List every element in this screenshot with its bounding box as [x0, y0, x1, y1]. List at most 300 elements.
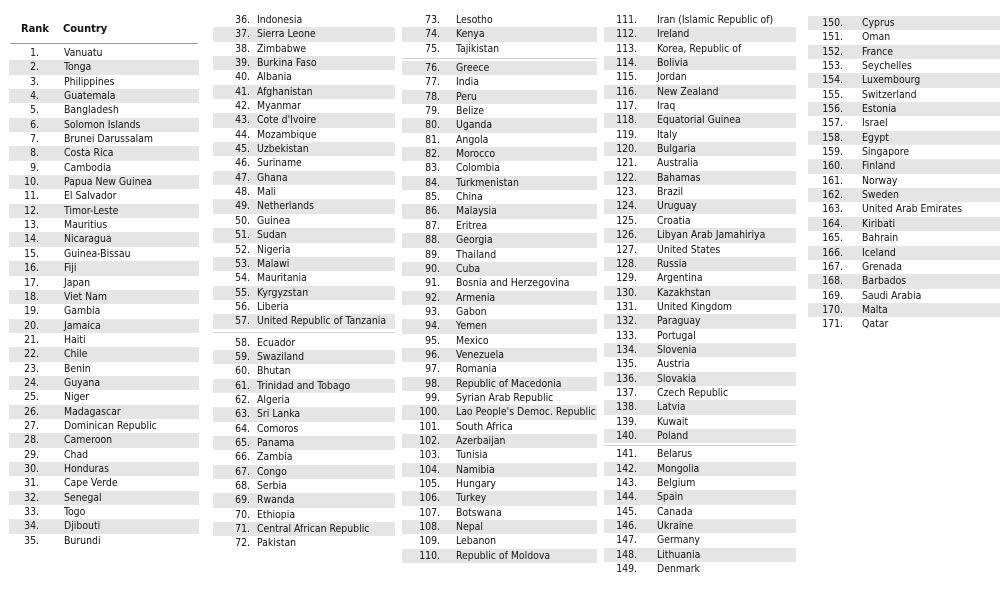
table-row: [9, 132, 199, 146]
country-cell: Sweden: [862, 189, 899, 202]
country-cell: Iraq: [657, 100, 676, 113]
country-cell: Burundi: [64, 534, 101, 547]
table-row: [213, 493, 395, 507]
table-row: [604, 27, 796, 41]
rank-cell: 120.: [616, 143, 637, 156]
table-row: [9, 519, 199, 533]
rank-cell: 80.: [425, 119, 440, 132]
table-row: [213, 336, 395, 350]
country-cell: Central African Republic: [257, 523, 370, 536]
country-cell: South Africa: [456, 420, 513, 433]
rank-cell: 97.: [425, 363, 440, 376]
country-cell: Ethiopia: [257, 508, 296, 521]
table-row: [213, 300, 395, 314]
rank-cell: 54.: [235, 272, 250, 285]
rank-cell: 121.: [616, 157, 637, 170]
rank-cell: 110.: [419, 549, 440, 562]
rank-cell: 151.: [822, 31, 843, 44]
country-cell: Germany: [657, 534, 700, 547]
table-row: [9, 232, 199, 246]
country-cell: Uzbekistan: [257, 143, 309, 156]
country-cell: Albania: [257, 71, 292, 84]
rank-cell: 23.: [24, 362, 39, 375]
rank-cell: 70.: [235, 508, 250, 521]
country-cell: Venezuela: [456, 348, 504, 361]
rank-cell: 169.: [822, 289, 843, 302]
country-cell: Japan: [64, 276, 91, 289]
country-cell: Estonia: [862, 103, 897, 116]
table-row: [402, 42, 597, 56]
country-cell: Romania: [456, 363, 497, 376]
country-cell: United Arab Emirates: [862, 203, 963, 216]
country-cell: Portugal: [657, 329, 696, 342]
rank-cell: 48.: [235, 186, 250, 199]
table-row: [213, 286, 395, 300]
rank-cell: 45.: [235, 143, 250, 156]
country-cell: Chile: [64, 348, 88, 361]
table-row: [213, 70, 395, 84]
table-row: [808, 289, 1000, 303]
country-cell: Armenia: [456, 291, 496, 304]
country-cell: Tonga: [64, 61, 92, 74]
table-row: [808, 188, 1000, 202]
table-row: [9, 46, 199, 60]
rank-cell: 171.: [822, 318, 843, 331]
country-cell: Malaysia: [456, 205, 497, 218]
country-cell: Georgia: [456, 234, 493, 247]
rank-cell: 170.: [822, 303, 843, 316]
country-cell: Grenada: [862, 260, 902, 273]
rank-cell: 126.: [616, 229, 637, 242]
country-cell: Gambia: [64, 305, 101, 318]
table-row: [402, 377, 597, 391]
table-row: [402, 434, 597, 448]
rank-cell: 109.: [419, 535, 440, 548]
table-row: [604, 314, 796, 328]
table-row: [604, 429, 796, 443]
rank-cell: 108.: [419, 521, 440, 534]
country-cell: Indonesia: [257, 14, 303, 26]
table-row: [808, 246, 1000, 260]
rank-cell: 71.: [235, 523, 250, 536]
table-row: [604, 372, 796, 386]
rank-cell: 38.: [235, 42, 250, 55]
country-cell: Mauritania: [257, 272, 307, 285]
table-row: [213, 465, 395, 479]
rank-cell: 69.: [235, 494, 250, 507]
country-cell: Togo: [64, 506, 86, 518]
country-cell: Libyan Arab Jamahiriya: [657, 229, 766, 242]
country-cell: Guinea: [257, 214, 291, 227]
rank-cell: 73.: [425, 14, 440, 26]
rank-cell: 168.: [822, 275, 843, 288]
country-cell: Congo: [257, 465, 287, 478]
country-cell: Cyprus: [862, 17, 895, 29]
rank-cell: 81.: [425, 133, 440, 146]
rank-cell: 156.: [822, 103, 843, 116]
country-cell: Bahrain: [862, 232, 899, 245]
table-row: [604, 85, 796, 99]
rank-cell: 125.: [616, 214, 637, 227]
country-cell: Ukraine: [657, 520, 694, 533]
rank-cell: 83.: [425, 162, 440, 175]
table-row: [808, 274, 1000, 288]
rank-cell: 60.: [235, 365, 250, 378]
rank-cell: 128.: [616, 257, 637, 270]
table-row: [604, 476, 796, 490]
rank-cell: 35.: [24, 534, 39, 547]
country-cell: Benin: [64, 362, 91, 375]
table-row: [213, 536, 395, 550]
rank-header: Rank: [21, 22, 49, 35]
table-row: [402, 305, 597, 319]
country-cell: Nigeria: [257, 243, 291, 256]
country-cell: Qatar: [862, 318, 889, 331]
rank-cell: 118.: [616, 114, 637, 127]
country-cell: Comoros: [257, 422, 299, 435]
country-cell: United Republic of Tanzania: [257, 315, 387, 328]
country-cell: Republic of Moldova: [456, 549, 551, 562]
rank-cell: 148.: [616, 548, 637, 561]
table-row: [604, 271, 796, 285]
rank-cell: 50.: [235, 214, 250, 227]
country-cell: Barbados: [862, 275, 907, 288]
table-row: [604, 357, 796, 371]
rank-cell: 160.: [822, 160, 843, 173]
country-cell: Cameroon: [64, 434, 113, 447]
country-cell: Mongolia: [657, 462, 700, 475]
country-cell: Trinidad and Tobago: [257, 379, 351, 392]
table-row: [402, 133, 597, 147]
table-row: [9, 462, 199, 476]
rank-cell: 42.: [235, 100, 250, 113]
section-divider: [402, 58, 597, 59]
rank-cell: 39.: [235, 57, 250, 70]
country-cell: Netherlands: [257, 200, 314, 213]
rank-cell: 147.: [616, 534, 637, 547]
table-row: [808, 16, 1000, 30]
table-row: [9, 390, 199, 404]
rank-cell: 114.: [616, 57, 637, 70]
rank-cell: 99.: [425, 391, 440, 404]
table-row: [402, 291, 597, 305]
table-row: [9, 405, 199, 419]
table-row: [808, 231, 1000, 245]
table-row: [213, 379, 395, 393]
rank-cell: 150.: [822, 17, 843, 29]
table-row: [604, 156, 796, 170]
table-row: [808, 116, 1000, 130]
country-cell: Lao People's Democ. Republic: [456, 406, 596, 419]
table-row: [402, 147, 597, 161]
rank-cell: 56.: [235, 300, 250, 313]
country-cell: United Kingdom: [657, 300, 733, 313]
country-cell: Paraguay: [657, 315, 701, 328]
country-cell: Colombia: [456, 162, 500, 175]
country-cell: Madagascar: [64, 405, 121, 418]
table-row: [402, 534, 597, 548]
country-cell: Bahamas: [657, 171, 701, 184]
country-cell: Bolivia: [657, 57, 689, 70]
country-cell: Uganda: [456, 119, 493, 132]
country-cell: Kiribati: [862, 217, 896, 230]
rank-cell: 140.: [616, 429, 637, 442]
rank-cell: 20.: [24, 319, 39, 332]
table-row: [9, 304, 199, 318]
country-cell: Korea, Republic of: [657, 42, 742, 55]
rank-cell: 104.: [419, 463, 440, 476]
rank-cell: 127.: [616, 243, 637, 256]
table-row: [402, 262, 597, 276]
country-cell: United States: [657, 243, 721, 256]
rank-cell: 58.: [235, 336, 250, 349]
rank-cell: 31.: [24, 477, 39, 490]
table-row: [402, 477, 597, 491]
table-row: [604, 56, 796, 70]
rank-cell: 62.: [235, 393, 250, 406]
table-row: [402, 219, 597, 233]
country-cell: Honduras: [64, 462, 109, 475]
country-header: Country: [63, 22, 108, 35]
country-cell: Singapore: [862, 146, 910, 159]
table-row: [213, 271, 395, 285]
rank-cell: 14.: [24, 233, 39, 246]
table-row: [9, 290, 199, 304]
table-row: [402, 520, 597, 534]
rank-cell: 154.: [822, 74, 843, 87]
country-cell: Slovakia: [657, 372, 697, 385]
country-cell: Iran (Islamic Republic of): [657, 14, 774, 26]
country-cell: Malawi: [257, 257, 290, 270]
country-cell: Cambodia: [64, 161, 112, 174]
table-row: [402, 491, 597, 505]
country-cell: Rwanda: [257, 494, 295, 507]
table-row: [808, 131, 1000, 145]
table-row: [213, 508, 395, 522]
rank-cell: 107.: [419, 506, 440, 519]
table-row: [402, 104, 597, 118]
country-cell: Egypt: [862, 131, 889, 144]
rank-cell: 88.: [425, 234, 440, 247]
country-cell: Luxembourg: [862, 74, 921, 87]
table-row: [604, 13, 796, 27]
table-row: [604, 142, 796, 156]
rank-cell: 82.: [425, 148, 440, 161]
rank-cell: 18.: [24, 290, 39, 303]
country-cell: Kyrgyzstan: [257, 286, 309, 299]
table-row: [9, 491, 199, 505]
rank-cell: 2.: [30, 61, 39, 74]
rank-cell: 158.: [822, 131, 843, 144]
country-cell: Solomon Islands: [64, 118, 141, 131]
country-cell: Austria: [657, 358, 691, 371]
country-cell: Hungary: [456, 478, 496, 490]
rank-cell: 98.: [425, 377, 440, 390]
rank-cell: 153.: [822, 60, 843, 73]
country-cell: Guyana: [64, 376, 101, 389]
rank-cell: 149.: [616, 563, 637, 576]
country-cell: Jamaica: [64, 319, 101, 332]
rank-cell: 19.: [24, 305, 39, 318]
table-row: [604, 519, 796, 533]
country-cell: Australia: [657, 157, 699, 170]
rank-cell: 164.: [822, 217, 843, 230]
country-cell: Costa Rica: [64, 147, 114, 160]
table-row: [402, 233, 597, 247]
table-row: [402, 391, 597, 405]
rank-cell: 95.: [425, 334, 440, 347]
table-row: [9, 204, 199, 218]
table-column-4: [604, 13, 796, 576]
rank-cell: 141.: [616, 448, 637, 461]
country-cell: Lithuania: [657, 548, 701, 561]
table-row: [9, 75, 199, 89]
country-cell: Ireland: [657, 28, 690, 41]
rank-cell: 26.: [24, 405, 39, 418]
rank-cell: 5.: [30, 104, 39, 117]
rank-cell: 10.: [24, 176, 39, 189]
country-cell: Switzerland: [862, 88, 917, 101]
country-cell: Dominican Republic: [64, 419, 157, 432]
table-row: [402, 176, 597, 190]
rank-cell: 34.: [24, 520, 39, 533]
country-cell: Swaziland: [257, 350, 305, 363]
rank-cell: 92.: [425, 291, 440, 304]
rank-cell: 157.: [822, 117, 843, 130]
table-row: [808, 159, 1000, 173]
country-cell: Mauritius: [64, 219, 108, 232]
rank-cell: 130.: [616, 286, 637, 299]
table-row: [213, 128, 395, 142]
country-cell: Morocco: [456, 148, 496, 161]
rank-cell: 13.: [24, 219, 39, 232]
country-cell: Zambia: [257, 451, 293, 464]
rank-cell: 101.: [419, 420, 440, 433]
rank-cell: 43.: [235, 114, 250, 127]
rank-cell: 87.: [425, 219, 440, 232]
table-row: [604, 214, 796, 228]
rank-cell: 143.: [616, 477, 637, 489]
rank-cell: 146.: [616, 520, 637, 533]
table-row: [402, 204, 597, 218]
country-cell: Lesotho: [456, 14, 493, 26]
country-cell: Ecuador: [257, 336, 296, 349]
table-row: [604, 128, 796, 142]
rank-cell: 75.: [425, 42, 440, 55]
table-row: [402, 61, 597, 75]
rank-cell: 116.: [616, 85, 637, 98]
country-cell: Canada: [657, 505, 693, 518]
table-row: [213, 422, 395, 436]
rank-cell: 44.: [235, 128, 250, 141]
table-row: [604, 199, 796, 213]
country-cell: Djibouti: [64, 520, 101, 533]
table-row: [604, 99, 796, 113]
country-cell: Azerbaijan: [456, 434, 506, 447]
section-divider: [604, 445, 796, 446]
rank-cell: 137.: [616, 386, 637, 399]
country-cell: Israel: [862, 117, 888, 130]
table-row: [213, 450, 395, 464]
table-row: [9, 89, 199, 103]
country-cell: Niger: [64, 391, 90, 404]
rank-cell: 53.: [235, 257, 250, 270]
country-cell: Myanmar: [257, 100, 301, 113]
rank-cell: 46.: [235, 157, 250, 170]
rank-cell: 32.: [24, 491, 39, 504]
rank-cell: 102.: [419, 434, 440, 447]
country-cell: Panama: [257, 436, 295, 449]
country-cell: Kuwait: [657, 415, 689, 428]
rank-cell: 152.: [822, 45, 843, 58]
table-row: [9, 146, 199, 160]
country-cell: Oman: [862, 31, 891, 44]
rank-cell: 93.: [425, 305, 440, 318]
rank-cell: 131.: [616, 300, 637, 313]
table-row: [9, 276, 199, 290]
table-row: [808, 260, 1000, 274]
country-cell: Croatia: [657, 214, 691, 227]
table-row: [9, 505, 199, 519]
table-row: [808, 303, 1000, 317]
table-row: [9, 476, 199, 490]
rank-cell: 66.: [235, 451, 250, 464]
table-row: [808, 102, 1000, 116]
table-row: [213, 314, 395, 328]
table-row: [213, 522, 395, 536]
table-row: [402, 190, 597, 204]
table-row: [213, 113, 395, 127]
country-cell: Russia: [657, 257, 688, 270]
rank-cell: 159.: [822, 146, 843, 159]
country-cell: Gabon: [456, 305, 487, 318]
table-row: [402, 420, 597, 434]
country-cell: China: [456, 191, 483, 204]
table-row: [604, 185, 796, 199]
table-row: [604, 400, 796, 414]
table-row: [604, 286, 796, 300]
table-row: [213, 257, 395, 271]
rank-cell: 119.: [616, 128, 637, 141]
country-cell: Syrian Arab Republic: [456, 391, 554, 404]
country-cell: Mexico: [456, 334, 489, 347]
table-row: [213, 27, 395, 41]
country-cell: Mali: [257, 186, 276, 199]
rank-cell: 142.: [616, 462, 637, 475]
table-row: [9, 433, 199, 447]
country-cell: Suriname: [257, 157, 302, 170]
table-row: [604, 562, 796, 576]
table-row: [604, 171, 796, 185]
country-cell: Kenya: [456, 28, 485, 41]
country-cell: Papua New Guinea: [64, 176, 152, 189]
table-row: [402, 90, 597, 104]
table-row: [402, 248, 597, 262]
rank-cell: 96.: [425, 348, 440, 361]
table-row: [604, 447, 796, 461]
table-row: [9, 247, 199, 261]
table-row: [604, 329, 796, 343]
table-row: [402, 276, 597, 290]
country-cell: Iceland: [862, 246, 896, 259]
rank-cell: 135.: [616, 358, 637, 371]
rank-cell: 89.: [425, 248, 440, 261]
table-row: [604, 343, 796, 357]
rank-cell: 55.: [235, 286, 250, 299]
table-row: [402, 13, 597, 27]
rank-cell: 117.: [616, 100, 637, 113]
rank-cell: 86.: [425, 205, 440, 218]
